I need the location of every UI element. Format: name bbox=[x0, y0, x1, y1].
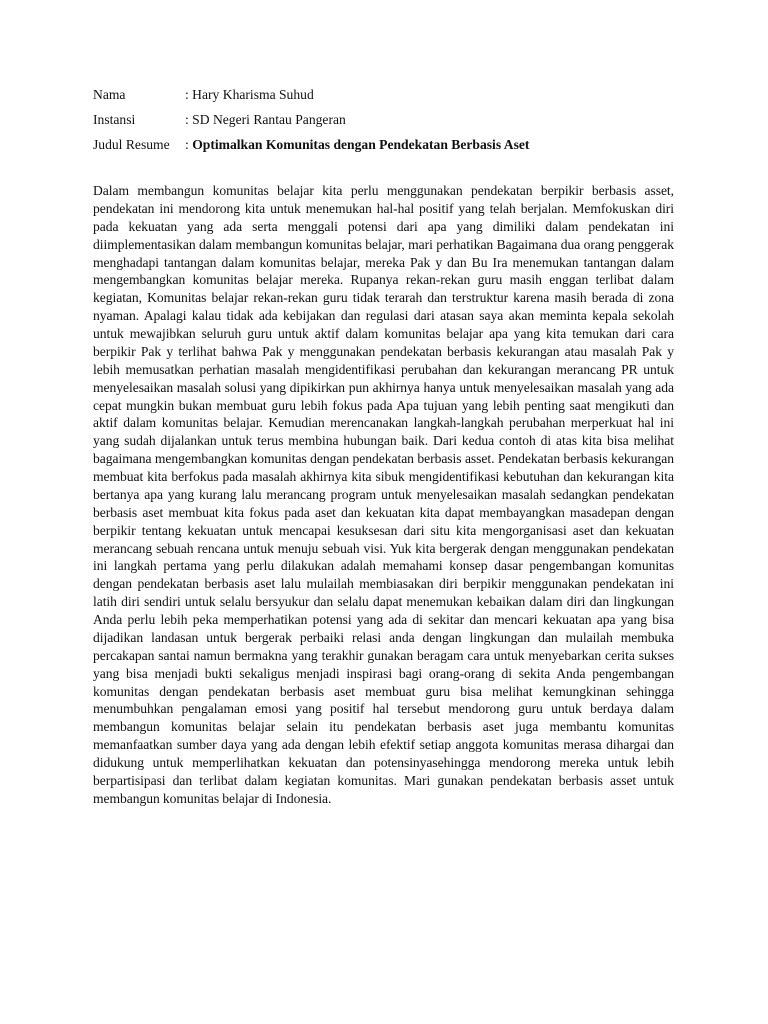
instansi-label: Instansi bbox=[93, 112, 136, 127]
nama-value: : Hary Kharisma Suhud bbox=[185, 87, 314, 102]
instansi-value: : SD Negeri Rantau Pangeran bbox=[185, 112, 346, 127]
document-page bbox=[93, 86, 674, 821]
judul-resume-title: Optimalkan Komunitas dengan Pendekatan Berbasis Aset bbox=[192, 137, 530, 152]
judul-label: Judul Resume bbox=[93, 137, 170, 152]
meta-row-judul bbox=[93, 136, 674, 153]
meta-row-nama bbox=[93, 86, 674, 103]
judul-colon: : bbox=[185, 137, 193, 152]
resume-body-paragraph: Dalam membangun komunitas belajar kita perlu menggunakan pendekatan berpikir berbasis asset, pendekatan ini mendorong kita untuk menemukan hal-hal positif yang telah berjalan. Memfokuskan diri pada kekuatan yang ada serta menggali potensi dari apa yang dimiliki dalam pendekatan ini diimplementasikan dalam membangun komunitas belajar, mari perhatikan Bagaimana dua orang penggerak menghadapi tantangan dalam komunitas belajar, mereka Pak y dan Bu Ira menemukan tantangan dalam mengembangkan komunitas belajar mereka. Rupanya rekan-rekan guru masih enggan terlibat dalam kegiatan, Komunitas belajar rekan-rekan guru tidak terarah dan terstruktur karena masih berada di zona nyaman. Apalagi kalau tidak ada kebijakan dan regulasi dari atasan saya akan meminta kepala sekolah untuk mewajibkan seluruh guru untuk aktif dalam komunitas belajar apa yang kita temukan dari cara berpikir Pak y terlihat bahwa Pak y menggunakan pendekatan berbasis kekurangan atau masalah Pak y lebih memusatkan perhatian masalah mengidentifikasi perubahan dan kekurangan merancang PR untuk menyelesaikan masalah solusi yang dipikirkan pun akhirnya hanya untuk menyelesaikan masalah yang ada cepat mungkin bukan membuat guru lebih fokus pada Apa tujuan yang lebih penting saat mengikuti dan aktif dalam komunitas belajar. Kemudian merencanakan langkah-langkah perubahan merperkuat hal ini yang sudah dijalankan untuk terus membina hubungan baik. Dari kedua contoh di atas kita bisa melihat bagaimana mengembangkan komunitas dengan pendekatan berbasis asset. Pendekatan berbasis kekurangan membuat kita berfokus pada masalah akhirnya kita sibuk mengidentifikasi kebutuhan dan kekurangan kita bertanya apa yang kurang lalu merancang program untuk menyelesaikan masalah sedangkan pendekatan berbasis aset membuat kita fokus pada aset dan kekuatan kita dapat membayangkan masadepan dengan berpikir tentang kekuatan untuk mencapai kesuksesan dari situ kita mengorganisasi aset dan kekuatan merancang sebuah rencana untuk menuju sebuah visi. Yuk kita bergerak dengan menggunakan pendekatan ini langkah pertama yang perlu dilakukan adalah memahami konsep dasar pengembangan komunitas dengan pendekatan berbasis aset lalu mulailah membiasakan diri berpikir menggunakan pendekatan ini latih diri sendiri untuk selalu bersyukur dan selalu dapat menemukan kebaikan dalam diri dan lingkungan Anda perlu lebih peka memperhatikan potensi yang ada di sekitar dan mencari kekuatan apa yang bisa dijadikan landasan untuk bergerak perbaiki relasi anda dengan lingkungan dan mulailah membuka percakapan santai namun bermakna yang terakhir gunakan beragam cara untuk menyebarkan cerita sukses yang bisa menjadi bukti sekaligus menjadi inspirasi bagi orang-orang di sekita Anda pengembangan komunitas dengan pendekatan berbasis aset membuat guru bisa melihat kemungkinan sehingga menumbuhkan pengalaman emosi yang positif hal tersebut mendorong guru untuk berdaya dalam membangun komunitas belajar selain itu pendekatan berbasis aset juga membantu komunitas memanfaatkan sumber daya yang ada dengan lebih efektif setiap anggota komunitas merasa dihargai dan didukung untuk memperlihatkan kekuatan dan potensinyasehingga mendorong mereka untuk lebih berpartisipasi dan terlibat dalam kegiatan komunitas. Mari gunakan pendekatan berbasis asset untuk membangun komunitas belajar di Indonesia. bbox=[93, 183, 674, 806]
judul-value-wrapper bbox=[185, 136, 529, 153]
meta-row-instansi bbox=[93, 111, 674, 128]
nama-label: Nama bbox=[93, 87, 126, 102]
